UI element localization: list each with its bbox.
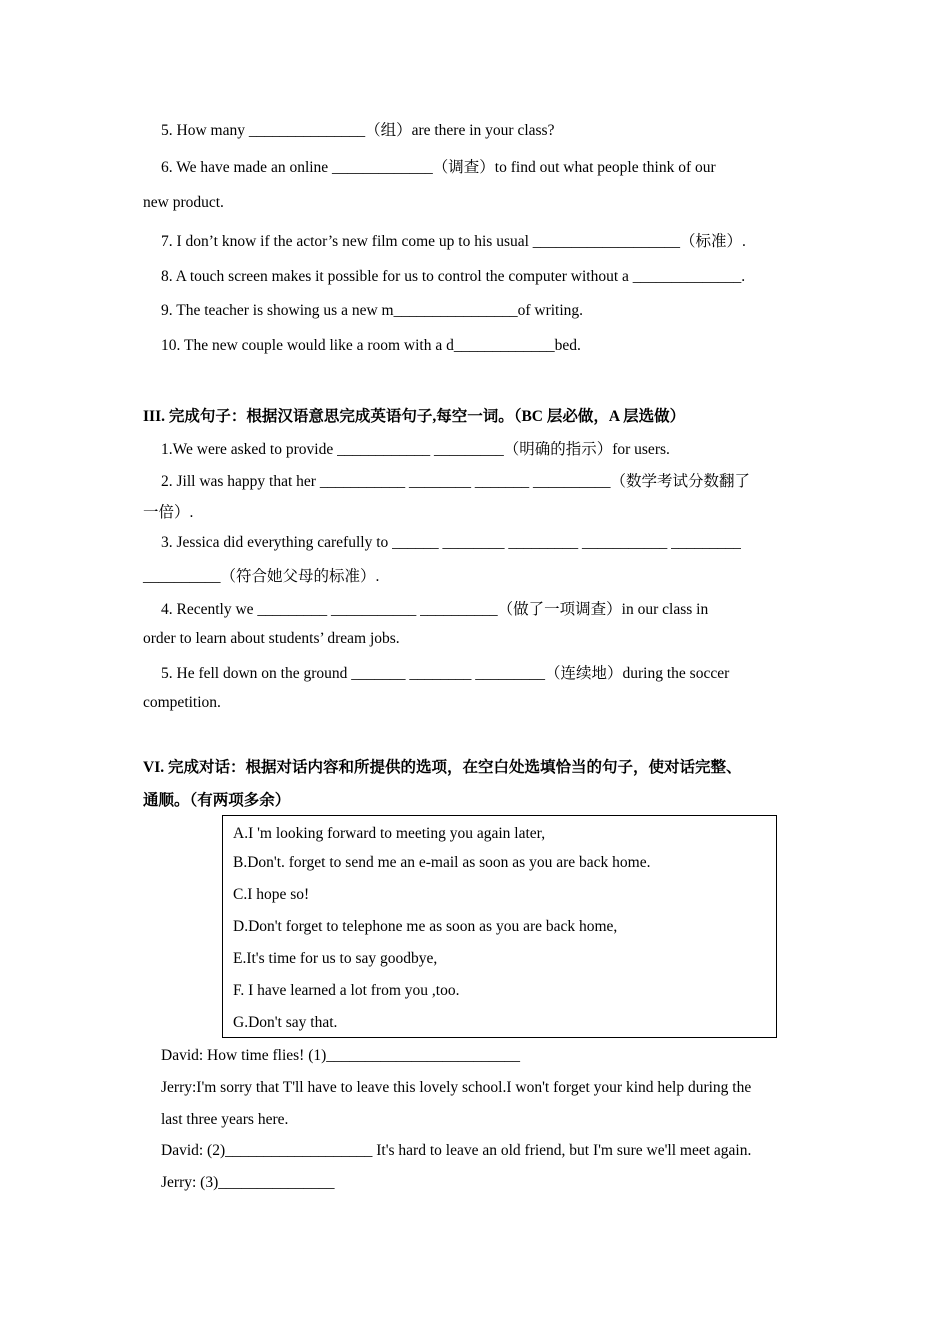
sentence-5-continued: competition. (143, 694, 221, 711)
option-f: F. I have learned a lot from you ,too. (233, 982, 460, 999)
option-e: E.It's time for us to say goodbye, (233, 950, 438, 967)
question-6-continued: new product. (143, 194, 224, 211)
question-5: 5. How many _______________（组）are there in your class? (161, 122, 555, 139)
dialogue-line-1: David: How time flies! (1)_________________________ (161, 1047, 521, 1064)
sentence-2: 2. Jill was happy that her ___________ ________ _______ __________（数学考试分数翻了 (161, 473, 750, 490)
option-a: A.I 'm looking forward to meeting you again later, (233, 825, 546, 842)
question-10: 10. The new couple would like a room with a d_____________bed. (161, 337, 581, 354)
section-3-heading: III. 完成句子：根据汉语意思完成英语句子,每空一词。（BC 层必做，A 层选做） (143, 408, 686, 425)
sentence-4: 4. Recently we _________ ___________ __________（做了一项调查）in our class in (161, 601, 709, 618)
question-9: 9. The teacher is showing us a new m________________of writing. (161, 302, 584, 319)
dialogue-line-3: David: (2)___________________ It's hard to leave an old friend, but I'm sure we'll meet again. (161, 1142, 752, 1159)
sentence-4-continued: order to learn about students’ dream jobs. (143, 630, 400, 647)
sentence-1: 1.We were asked to provide ____________ _________（明确的指示）for users. (161, 441, 670, 458)
option-b: B.Don't. forget to send me an e-mail as soon as you are back home. (233, 854, 651, 871)
dialogue-line-4: Jerry: (3)_______________ (161, 1174, 335, 1191)
sentence-3: 3. Jessica did everything carefully to ______ ________ _________ ___________ _________ (161, 534, 741, 551)
question-8: 8. A touch screen makes it possible for us to control the computer without a ______________. (161, 268, 746, 285)
question-7: 7. I don’t know if the actor’s new film come up to his usual ___________________（标准）. (161, 233, 746, 250)
dialogue-line-2-continued: last three years here. (161, 1111, 289, 1128)
dialogue-line-2: Jerry:I'm sorry that T'll have to leave this lovely school.I won't forget your kind help during the (161, 1079, 752, 1096)
option-c: C.I hope so! (233, 886, 310, 903)
options-box (222, 815, 777, 1038)
section-6-heading-continued: 通顺。（有两项多余） (143, 792, 291, 809)
sentence-3-continued: __________（符合她父母的标准）. (143, 568, 380, 585)
option-d: D.Don't forget to telephone me as soon as you are back home, (233, 918, 618, 935)
section-6-heading: VI. 完成对话：根据对话内容和所提供的选项，在空白处选填恰当的句子，使对话完整、 (143, 759, 742, 776)
sentence-2-continued: 一倍）. (143, 504, 194, 521)
option-g: G.Don't say that. (233, 1014, 338, 1031)
question-6: 6. We have made an online _____________（调查）to find out what people think of our (161, 159, 716, 176)
sentence-5: 5. He fell down on the ground _______ ________ _________（连续地）during the soccer (161, 665, 730, 682)
